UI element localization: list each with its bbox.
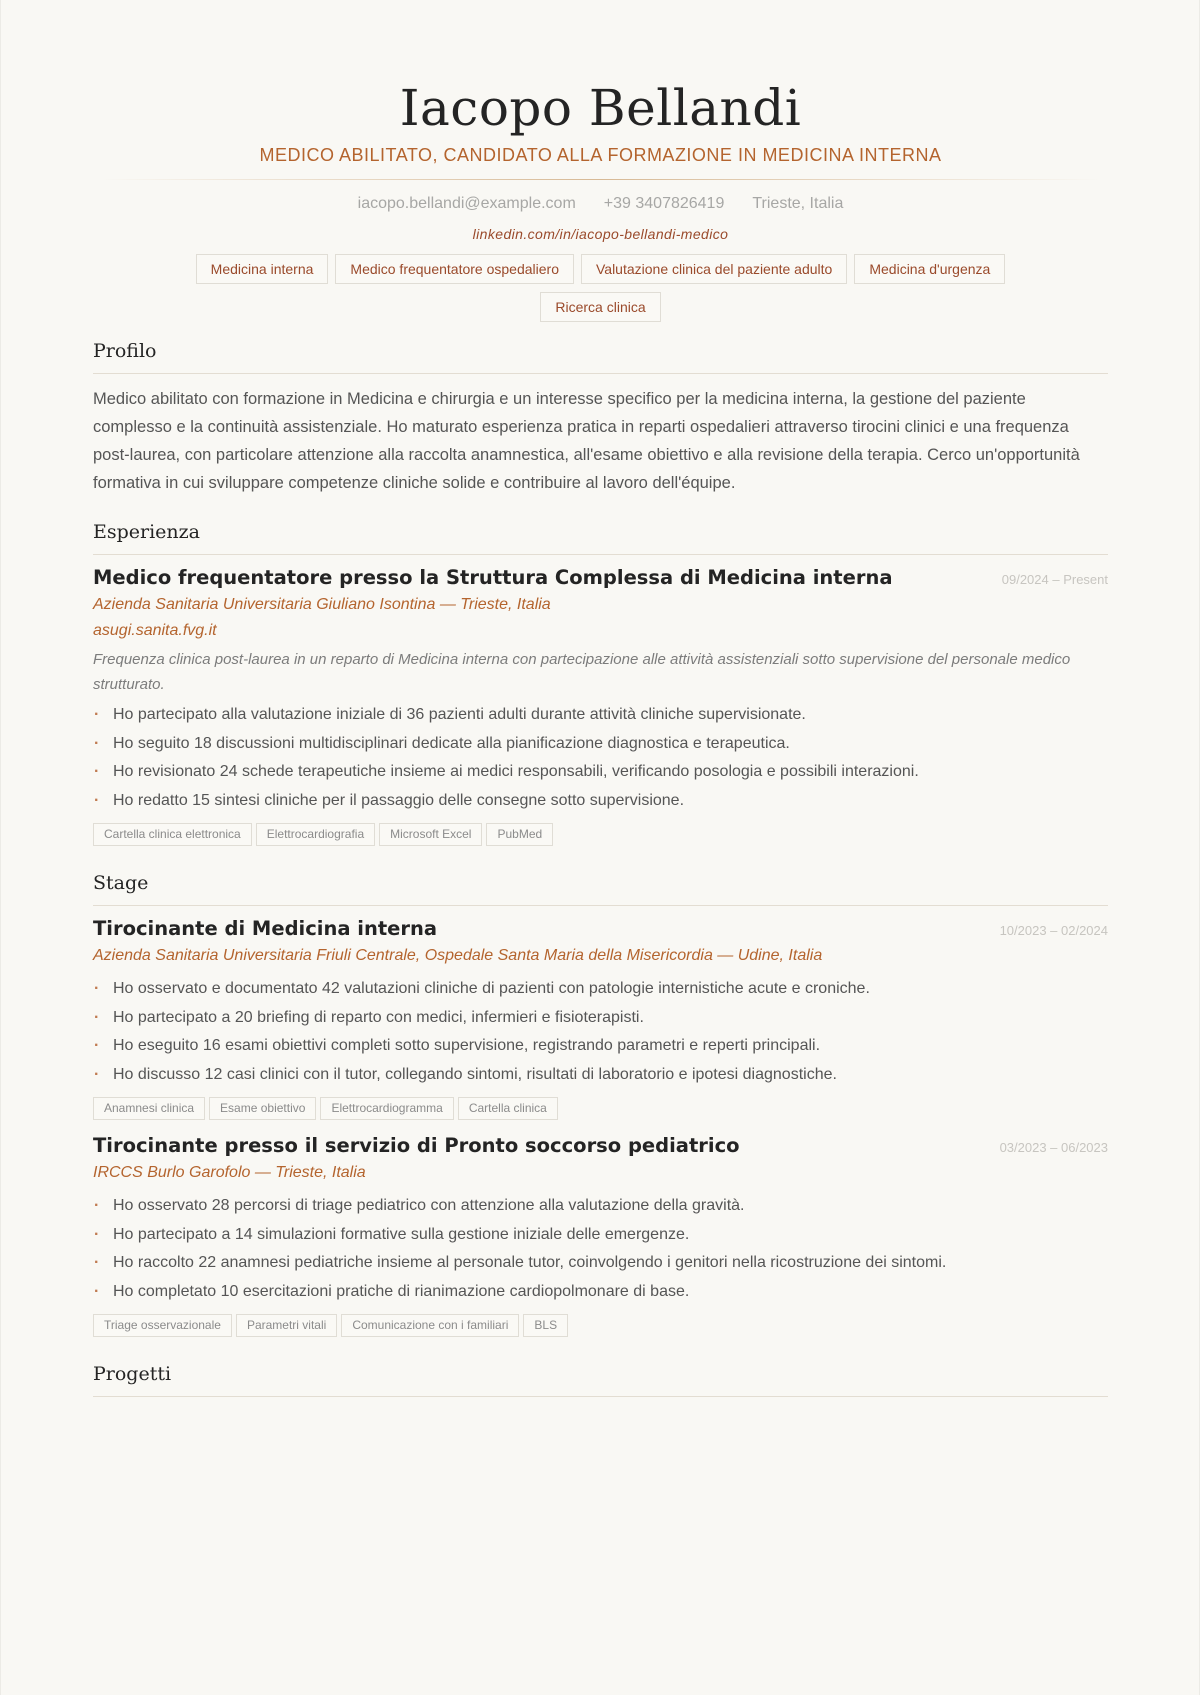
tool-tag: Cartella clinica xyxy=(458,1097,558,1120)
entry-role: Medico frequentatore presso la Struttura Complessa di Medicina interna xyxy=(93,566,893,589)
skill-tag: Ricerca clinica xyxy=(540,292,660,322)
entry-date: 03/2023 – 06/2023 xyxy=(999,1140,1108,1155)
bullet-item: · Ho discusso 12 casi clinici con il tutor, collegando sintomi, risultati di laboratorio e ipotesi diagnostiche. xyxy=(93,1061,1108,1090)
tool-tag: PubMed xyxy=(486,823,553,846)
email-link[interactable]: iacopo.bellandi@example.com xyxy=(357,195,576,212)
contact-line xyxy=(93,194,1108,214)
entry-header xyxy=(93,916,1108,942)
bullet-item: · Ho eseguito 16 esami obiettivi completi sotto supervisione, registrando parametri e reperti principali. xyxy=(93,1032,1108,1061)
entry-role: Tirocinante presso il servizio di Pronto soccorso pediatrico xyxy=(93,1134,740,1157)
section-title-stage: Stage xyxy=(93,871,1108,906)
entry-header xyxy=(93,1133,1108,1159)
stage-entry xyxy=(93,1133,1108,1337)
entry-bullets xyxy=(93,1192,1108,1306)
bullet-item: · Ho osservato e documentato 42 valutazioni cliniche di pazienti con patologie internistiche acute e croniche. xyxy=(93,975,1108,1004)
phone-number[interactable]: +39 3407826419 xyxy=(603,195,725,212)
tool-tag: Parametri vitali xyxy=(236,1314,337,1337)
stage-section xyxy=(93,871,1108,1337)
tool-tag: Elettrocardiografia xyxy=(256,823,375,846)
bullet-item: · Ho partecipato a 14 simulazioni formative sulla gestione iniziale delle emergenze. xyxy=(93,1221,1108,1250)
page-left-edge xyxy=(0,0,1,1695)
entry-description: Frequenza clinica post-laurea in un reparto di Medicina interna con partecipazione alle attività assistenziali sotto supervisione del personale medico strutturato. xyxy=(93,651,1071,693)
section-title-profilo: Profilo xyxy=(93,339,1108,374)
resume-content xyxy=(93,0,1108,1397)
entry-website-link[interactable]: asugi.sanita.fvg.it xyxy=(93,622,217,639)
tool-tag: Triage osservazionale xyxy=(93,1314,232,1337)
entry-tools xyxy=(93,1314,1108,1337)
entry-header xyxy=(93,565,1108,591)
entry-bullets xyxy=(93,975,1108,1089)
projects-section xyxy=(93,1362,1108,1397)
tool-tag: Anamnesi clinica xyxy=(93,1097,205,1120)
entry-organization: IRCCS Burlo Garofolo — Trieste, Italia xyxy=(93,1164,366,1181)
resume-header xyxy=(93,76,1108,322)
tool-tag: Esame obiettivo xyxy=(209,1097,316,1120)
bullet-item: · Ho partecipato a 20 briefing di reparto con medici, infermieri e fisioterapisti. xyxy=(93,1004,1108,1033)
bullet-item: · Ho partecipato alla valutazione iniziale di 36 pazienti adulti durante attività cliniche supervisionate. xyxy=(93,701,1108,730)
skill-tag: Valutazione clinica del paziente adulto xyxy=(581,254,847,284)
bullet-item: · Ho completato 10 esercitazioni pratiche di rianimazione cardiopolmonare di base. xyxy=(93,1278,1108,1307)
section-title-progetti: Progetti xyxy=(93,1362,1108,1397)
experience-entry xyxy=(93,565,1108,846)
entry-bullets xyxy=(93,701,1108,815)
experience-section xyxy=(93,520,1108,846)
location-text: Trieste, Italia xyxy=(752,195,844,212)
entry-organization: Azienda Sanitaria Universitaria Giuliano Isontina — Trieste, Italia xyxy=(93,596,551,613)
tool-tag: Cartella clinica elettronica xyxy=(93,823,252,846)
profile-summary: Medico abilitato con formazione in Medicina e chirurgia e un interesse specifico per la medicina interna, la gestione del paziente complesso e la continuità assistenziale. Ho maturato esperienza pratica in reparti ospedalieri attraverso tirocini clinici e una frequenza post-laurea, con particolare attenzione alla raccolta anamnestica, all'esame obiettivo e alla revisione della terapia. Cerco un'opportunità formativa in cui sviluppare competenze cliniche solide e contribuire al lavoro dell'équipe. xyxy=(93,390,1080,492)
section-title-esperienza: Esperienza xyxy=(93,520,1108,555)
bullet-item: · Ho redatto 15 sintesi cliniche per il passaggio delle consegne sotto supervisione. xyxy=(93,787,1108,816)
tool-tag: Microsoft Excel xyxy=(379,823,482,846)
entry-organization: Azienda Sanitaria Universitaria Friuli Centrale, Ospedale Santa Maria della Misericordia — Udine, Italia xyxy=(93,947,823,964)
entry-date: 10/2023 – 02/2024 xyxy=(999,923,1108,938)
linkedin-link[interactable]: linkedin.com/in/iacopo-bellandi-medico xyxy=(472,226,729,242)
profile-section xyxy=(93,339,1108,497)
candidate-headline: MEDICO ABILITATO, CANDIDATO ALLA FORMAZIONE IN MEDICINA INTERNA xyxy=(259,145,942,165)
entry-date: 09/2024 – Present xyxy=(1001,572,1108,587)
entry-role: Tirocinante di Medicina interna xyxy=(93,917,438,940)
bullet-item: · Ho revisionato 24 schede terapeutiche insieme ai medici responsabili, verificando posologia e possibili interazioni. xyxy=(93,758,1108,787)
entry-tools xyxy=(93,1097,1108,1120)
bullet-item: · Ho raccolto 22 anamnesi pediatriche insieme al personale tutor, coinvolgendo i genitori nella ricostruzione dei sintomi. xyxy=(93,1249,1108,1278)
skill-tag: Medico frequentatore ospedaliero xyxy=(335,254,574,284)
bullet-item: · Ho seguito 18 discussioni multidisciplinari dedicate alla pianificazione diagnostica e terapeutica. xyxy=(93,730,1108,759)
skill-tag: Medicina interna xyxy=(196,254,329,284)
entry-tools xyxy=(93,823,1108,846)
skill-tags xyxy=(141,254,1061,322)
tool-tag: Comunicazione con i familiari xyxy=(341,1314,519,1337)
bullet-item: · Ho osservato 28 percorsi di triage pediatrico con attenzione alla valutazione della gravità. xyxy=(93,1192,1108,1221)
header-divider xyxy=(101,179,1101,180)
tool-tag: BLS xyxy=(523,1314,568,1337)
tool-tag: Elettrocardiogramma xyxy=(320,1097,453,1120)
skill-tag: Medicina d'urgenza xyxy=(854,254,1005,284)
stage-entry xyxy=(93,916,1108,1120)
candidate-name: Iacopo Bellandi xyxy=(399,79,802,137)
